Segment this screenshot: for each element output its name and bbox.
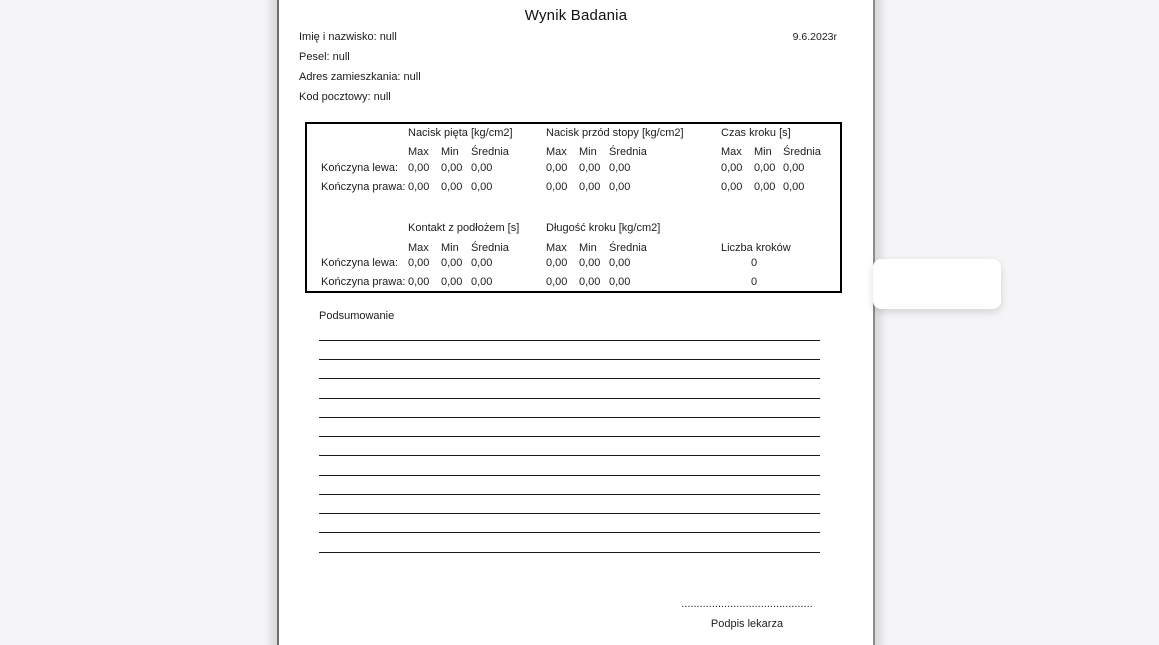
table-cell: 0,00 xyxy=(754,181,776,193)
table-cell: 0,00 xyxy=(579,257,601,269)
subheader-max: Max xyxy=(546,242,567,254)
subheader-avg: Średnia xyxy=(471,146,509,158)
summary-writing-line xyxy=(319,378,820,379)
group-header-forefoot-pressure: Nacisk przód stopy [kg/cm2] xyxy=(546,127,684,139)
table-cell: 0,00 xyxy=(721,162,743,174)
summary-writing-line xyxy=(319,552,820,553)
subheader-min: Min xyxy=(754,146,772,158)
table-cell: 0,00 xyxy=(441,257,463,269)
table-cell: 0,00 xyxy=(609,276,631,288)
patient-postcode-field: Kod pocztowy: null xyxy=(299,91,391,103)
summary-writing-line xyxy=(319,455,820,456)
table-cell: 0,00 xyxy=(609,257,631,269)
table-cell: 0,00 xyxy=(471,257,493,269)
group-header-step-length: Długość kroku [kg/cm2] xyxy=(546,222,661,234)
table-cell-step-count: 0 xyxy=(750,276,758,288)
table-cell: 0,00 xyxy=(408,257,430,269)
summary-writing-line xyxy=(319,475,820,476)
table-cell: 0,00 xyxy=(471,181,493,193)
summary-writing-line xyxy=(319,398,820,399)
table-cell: 0,00 xyxy=(721,181,743,193)
table-cell: 0,00 xyxy=(471,162,493,174)
subheader-min: Min xyxy=(579,242,597,254)
summary-writing-line xyxy=(319,359,820,360)
subheader-min: Min xyxy=(579,146,597,158)
subheader-max: Max xyxy=(408,146,429,158)
patient-address-field: Adres zamieszkania: null xyxy=(299,71,421,83)
table-cell: 0,00 xyxy=(546,276,568,288)
table-cell: 0,00 xyxy=(441,276,463,288)
subheader-min: Min xyxy=(441,242,459,254)
subheader-min: Min xyxy=(441,146,459,158)
table-cell: 0,00 xyxy=(441,181,463,193)
table-cell: 0,00 xyxy=(408,276,430,288)
subheader-avg: Średnia xyxy=(471,242,509,254)
signature-caption: Podpis lekarza xyxy=(710,618,784,630)
subheader-avg: Średnia xyxy=(783,146,821,158)
row-label-right-limb: Kończyna prawa: xyxy=(321,276,406,288)
subheader-step-count: Liczba kroków xyxy=(721,242,791,254)
summary-heading: Podsumowanie xyxy=(319,310,395,322)
subheader-max: Max xyxy=(546,146,567,158)
summary-writing-line xyxy=(319,417,820,418)
summary-writing-line xyxy=(319,513,820,514)
table-cell: 0,00 xyxy=(546,162,568,174)
table-cell: 0,00 xyxy=(579,181,601,193)
table-cell: 0,00 xyxy=(783,181,805,193)
document-date: 9.6.2023r xyxy=(792,31,837,43)
table-cell: 0,00 xyxy=(609,162,631,174)
row-label-left-limb: Kończyna lewa: xyxy=(321,257,399,269)
summary-writing-line xyxy=(319,436,820,437)
table-cell: 0,00 xyxy=(441,162,463,174)
table-cell: 0,00 xyxy=(408,162,430,174)
summary-writing-line xyxy=(319,340,820,341)
table-cell: 0,00 xyxy=(609,181,631,193)
table-cell: 0,00 xyxy=(546,181,568,193)
table-cell: 0,00 xyxy=(546,257,568,269)
group-header-heel-pressure: Nacisk pięta [kg/cm2] xyxy=(408,127,513,139)
table-cell: 0,00 xyxy=(579,276,601,288)
document-page xyxy=(277,0,875,645)
table-cell-step-count: 0 xyxy=(750,257,758,269)
signature-dotted-line: ........................................... xyxy=(681,598,813,610)
results-table xyxy=(305,122,842,293)
row-label-left-limb: Kończyna lewa: xyxy=(321,162,399,174)
group-header-step-time: Czas kroku [s] xyxy=(721,127,791,139)
patient-name-field: Imię i nazwisko: null xyxy=(299,31,397,43)
table-cell: 0,00 xyxy=(408,181,430,193)
floating-side-card xyxy=(873,259,1001,309)
table-cell: 0,00 xyxy=(471,276,493,288)
subheader-avg: Średnia xyxy=(609,146,647,158)
summary-writing-line xyxy=(319,532,820,533)
table-cell: 0,00 xyxy=(783,162,805,174)
subheader-max: Max xyxy=(408,242,429,254)
document-title: Wynik Badania xyxy=(524,7,628,24)
patient-pesel-field: Pesel: null xyxy=(299,51,350,63)
subheader-avg: Średnia xyxy=(609,242,647,254)
table-cell: 0,00 xyxy=(579,162,601,174)
summary-writing-line xyxy=(319,494,820,495)
group-header-ground-contact: Kontakt z podłożem [s] xyxy=(408,222,520,234)
subheader-max: Max xyxy=(721,146,742,158)
table-cell: 0,00 xyxy=(754,162,776,174)
row-label-right-limb: Kończyna prawa: xyxy=(321,181,406,193)
